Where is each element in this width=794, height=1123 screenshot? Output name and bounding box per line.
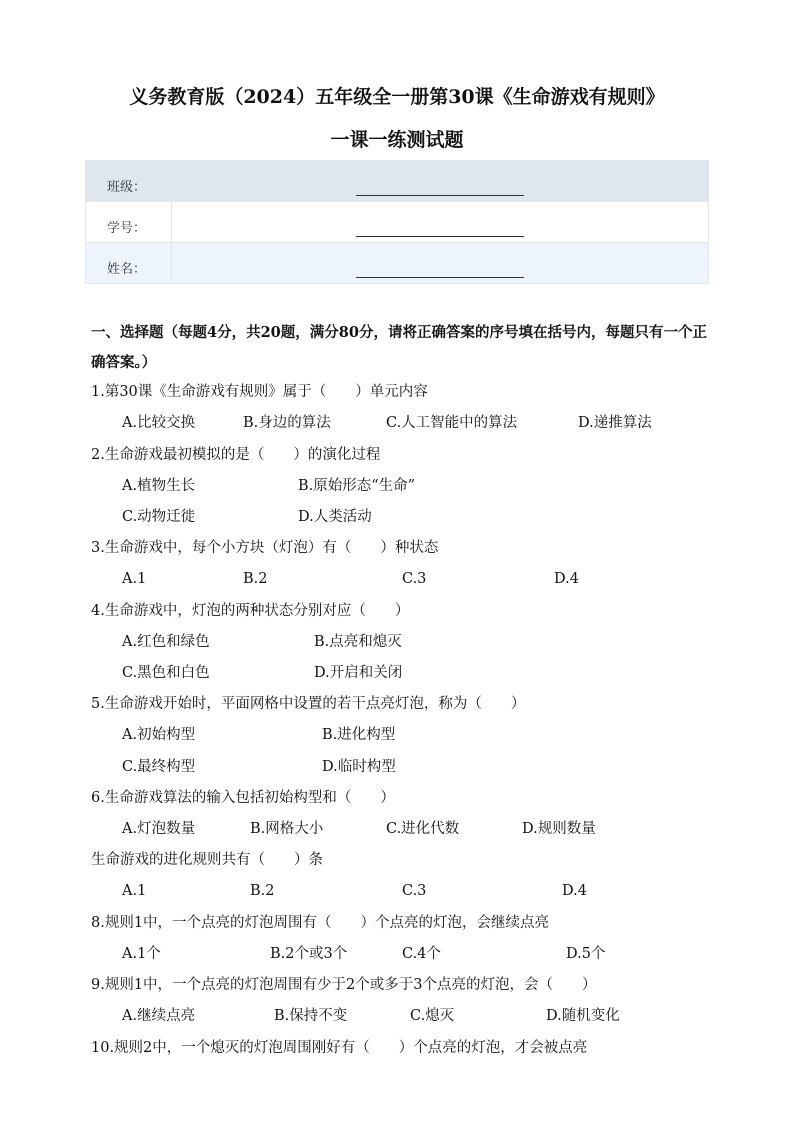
question-1: 1.第30课《生命游戏有规则》属于（ ）单元内容 [91,384,428,400]
question-7: 生命游戏的进化规则共有（ ）条 [91,852,323,868]
q4-option-b[interactable]: B.点亮和熄灭 [314,634,402,650]
q8-option-c[interactable]: C.4个 [402,946,441,962]
q9-option-a[interactable]: A.继续点亮 [122,1008,196,1024]
q6-option-b[interactable]: B.网格大小 [250,821,324,837]
info-row-student-id [86,202,709,243]
question-4: 4.生命游戏中，灯泡的两种状态分别对应（ ） [91,603,410,619]
q6-option-d[interactable]: D.规则数量 [522,821,596,837]
class-blank-line [356,194,524,196]
q4-option-d[interactable]: D.开启和关闭 [314,665,403,681]
q5-option-a[interactable]: A.初始构型 [122,727,196,743]
student-id-blank-line [356,235,524,237]
q7-option-b[interactable]: B.2 [250,883,275,899]
q9-option-d[interactable]: D.随机变化 [546,1008,620,1024]
q3-option-a[interactable]: A.1 [122,571,147,587]
question-5: 5.生命游戏开始时，平面网格中设置的若干点亮灯泡，称为（ ） [91,696,526,712]
q7-option-d[interactable]: D.4 [562,883,587,899]
q1-option-c[interactable]: C.人工智能中的算法 [386,415,518,431]
q4-option-c[interactable]: C.黑色和白色 [122,665,210,681]
question-8: 8.规则1中，一个点亮的灯泡周围有（ ）个点亮的灯泡，会继续点亮 [91,915,550,931]
q6-option-a[interactable]: A.灯泡数量 [122,821,196,837]
q8-option-d[interactable]: D.5个 [566,946,606,962]
q6-option-c[interactable]: C.进化代数 [386,821,460,837]
q5-option-d[interactable]: D.临时构型 [322,759,396,775]
q2-option-c[interactable]: C.动物迁徙 [122,509,196,525]
q5-option-b[interactable]: B.进化构型 [322,727,396,743]
q1-option-a[interactable]: A.比较交换 [122,415,196,431]
name-label: 姓名： [107,261,147,277]
q2-option-d[interactable]: D.人类活动 [298,509,372,525]
question-2: 2.生命游戏最初模拟的是（ ）的演化过程 [91,447,381,463]
q3-option-d[interactable]: D.4 [554,571,579,587]
q8-option-a[interactable]: A.1个 [122,946,161,962]
info-row-class [86,161,709,202]
student-info-table [85,160,709,284]
q9-option-b[interactable]: B.保持不变 [274,1008,348,1024]
q4-option-a[interactable]: A.红色和绿色 [122,634,210,650]
q8-option-b[interactable]: B.2个或3个 [270,946,348,962]
document-subtitle: 一课一练测试题 [330,129,464,151]
q7-option-c[interactable]: C.3 [402,883,427,899]
question-10: 10.规则2中，一个熄灭的灯泡周围刚好有（ ）个点亮的灯泡，才会被点亮 [91,1040,588,1056]
section-heading: 一、选择题（每题4分，共20题，满分80分，请将正确答案的序号填在括号内，每题只有一个正确答案。） [91,324,707,371]
q9-option-c[interactable]: C.熄灭 [410,1008,455,1024]
document-title: 义务教育版（2024）五年级全一册第30课《生命游戏有规则》 [129,86,665,108]
question-3: 3.生命游戏中，每个小方块（灯泡）有（ ）种状态 [91,540,439,556]
q3-option-c[interactable]: C.3 [402,571,427,587]
q7-option-a[interactable]: A.1 [122,883,147,899]
class-label: 班级： [107,179,147,195]
q3-option-b[interactable]: B.2 [243,571,268,587]
q5-option-c[interactable]: C.最终构型 [122,759,196,775]
student-id-label: 学号： [107,220,147,236]
student-id-field[interactable] [172,202,709,243]
class-field[interactable] [172,161,709,202]
question-6: 6.生命游戏算法的输入包括初始构型和（ ） [91,790,395,806]
name-blank-line [356,276,524,278]
question-9: 9.规则1中，一个点亮的灯泡周围有少于2个或多于3个点亮的灯泡，会（ ） [91,977,597,993]
name-field[interactable] [172,243,709,284]
q2-option-a[interactable]: A.植物生长 [122,478,196,494]
q2-option-b[interactable]: B.原始形态“生命” [298,478,416,494]
q1-option-b[interactable]: B.身边的算法 [243,415,331,431]
q1-option-d[interactable]: D.递推算法 [578,415,652,431]
info-row-name [86,243,709,284]
